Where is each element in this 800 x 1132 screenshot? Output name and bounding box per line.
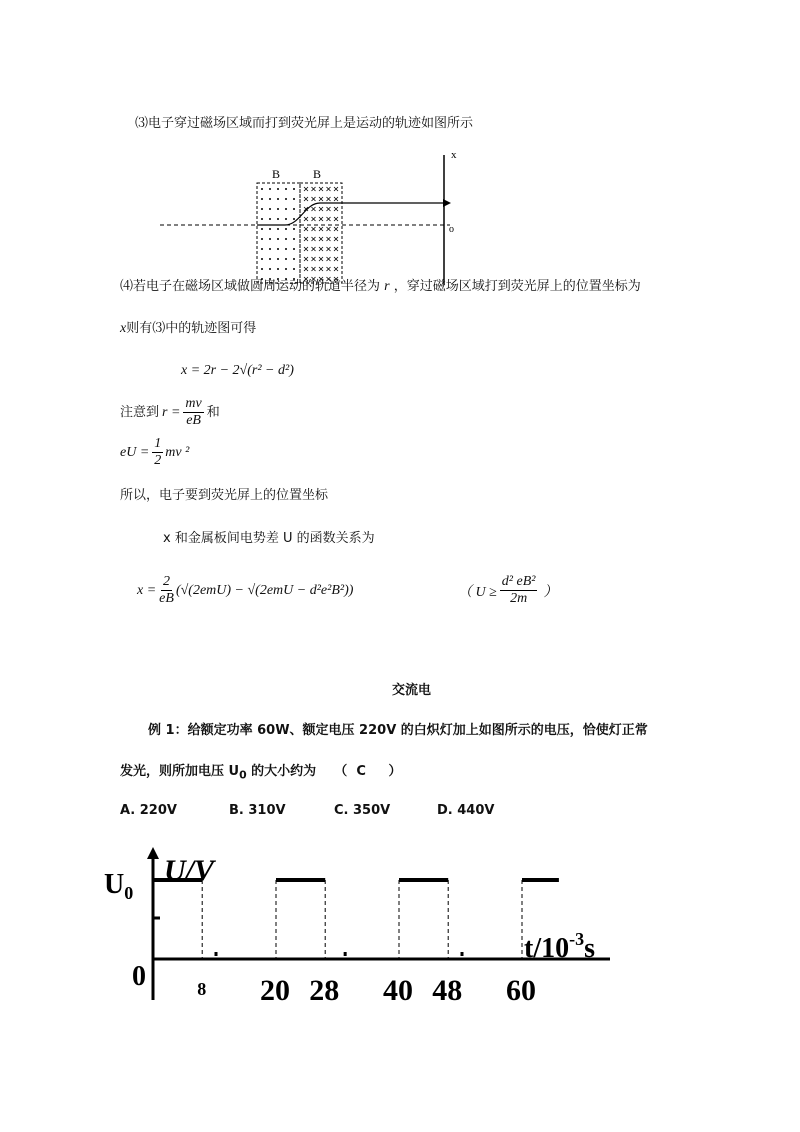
field-dot bbox=[285, 238, 287, 240]
field-cross bbox=[312, 187, 316, 191]
field-cross bbox=[319, 237, 323, 241]
field-cross bbox=[304, 217, 308, 221]
field-dot bbox=[285, 248, 287, 250]
field-dot bbox=[277, 228, 279, 230]
field-dot bbox=[285, 228, 287, 230]
field-cross bbox=[334, 237, 338, 241]
field-cross bbox=[327, 207, 331, 211]
field-cross bbox=[304, 197, 308, 201]
field-cross bbox=[304, 237, 308, 241]
y-axis-label: U/V bbox=[164, 854, 215, 887]
field-dot bbox=[293, 258, 295, 260]
field-cross bbox=[312, 197, 316, 201]
field-dot bbox=[269, 198, 271, 200]
equation-2: eU = $\frac{1}{2}$ mv ² bbox=[120, 436, 190, 468]
field-cross bbox=[312, 217, 316, 221]
field-dot bbox=[269, 228, 271, 230]
field-cross bbox=[327, 227, 331, 231]
magnetic-field-diagram bbox=[160, 145, 480, 295]
label-b2: B bbox=[313, 167, 322, 181]
field-cross bbox=[312, 207, 316, 211]
field-dot bbox=[277, 198, 279, 200]
field-dot bbox=[269, 218, 271, 220]
field-dot bbox=[285, 208, 287, 210]
x-tick-label: 48 bbox=[432, 974, 463, 1007]
field-dot bbox=[269, 268, 271, 270]
field-dot bbox=[293, 198, 295, 200]
field-dot bbox=[285, 258, 287, 260]
field-dot bbox=[277, 238, 279, 240]
x-tick-label: 60 bbox=[506, 974, 536, 1007]
field-cross bbox=[334, 187, 338, 191]
field-cross bbox=[327, 257, 331, 261]
field-crosses bbox=[304, 187, 338, 281]
field-cross bbox=[327, 217, 331, 221]
field-dot bbox=[293, 248, 295, 250]
field-dot bbox=[293, 268, 295, 270]
x-tick-label: 8 bbox=[197, 979, 207, 999]
field-cross bbox=[327, 267, 331, 271]
field-dot bbox=[269, 248, 271, 250]
field-cross bbox=[312, 247, 316, 251]
section3-text: ⑶电子穿过磁场区域而打到荧光屏上是运动的轨迹如图所示 bbox=[135, 116, 474, 131]
field-dot bbox=[277, 258, 279, 260]
field-dot bbox=[261, 238, 263, 240]
field-dot bbox=[269, 188, 271, 190]
field-dot bbox=[293, 218, 295, 220]
axis-dot bbox=[461, 952, 464, 956]
axis-dot bbox=[344, 952, 347, 956]
field-dot bbox=[277, 188, 279, 190]
field-cross bbox=[312, 237, 316, 241]
equation-3: x = $\frac{2}{eB}$ (√(2emU) − √(2emU − d²e²B²)) bbox=[137, 574, 354, 606]
example-line1: 例 1：给额定功率 60W、额定电压 220V 的白炽灯加上如图所示的电压，恰使灯正常 bbox=[148, 723, 648, 738]
field-dot bbox=[293, 208, 295, 210]
field-dot bbox=[285, 218, 287, 220]
field-dot bbox=[277, 208, 279, 210]
field-dot bbox=[261, 268, 263, 270]
field-dot bbox=[277, 268, 279, 270]
field-dot bbox=[261, 208, 263, 210]
field-cross bbox=[334, 227, 338, 231]
field-dot bbox=[261, 258, 263, 260]
ac-title: 交流电 bbox=[392, 683, 432, 698]
field-cross bbox=[334, 197, 338, 201]
field-cross bbox=[327, 187, 331, 191]
field-dot bbox=[293, 228, 295, 230]
section4-line2: x则有⑶中的轨迹图可得 bbox=[120, 321, 257, 336]
option-c: C. 350V bbox=[334, 803, 391, 818]
field-dot bbox=[261, 188, 263, 190]
equation-1: x = 2r − 2√(r² − d²) bbox=[181, 363, 294, 378]
field-region-dots bbox=[257, 183, 300, 283]
field-dot bbox=[285, 188, 287, 190]
field-cross bbox=[319, 207, 323, 211]
x-tick-label: 20 bbox=[260, 974, 290, 1007]
electron-trajectory bbox=[257, 203, 443, 225]
section4-line1: ⑷若电子在磁场区域做圆周运动的轨道半径为 r ，穿过磁场区域打到荧光屏上的位置坐标为 bbox=[120, 279, 641, 294]
field-dot bbox=[261, 218, 263, 220]
field-cross bbox=[319, 227, 323, 231]
option-b: B. 310V bbox=[229, 803, 286, 818]
field-cross bbox=[319, 267, 323, 271]
field-cross bbox=[319, 197, 323, 201]
pulse-group bbox=[153, 880, 559, 959]
option-d: D. 440V bbox=[437, 803, 495, 818]
y-arrow-icon bbox=[147, 847, 159, 859]
x-tick-label: 28 bbox=[309, 974, 340, 1007]
field-cross bbox=[312, 267, 316, 271]
field-cross bbox=[334, 207, 338, 211]
option-a: A. 220V bbox=[120, 803, 177, 818]
field-cross bbox=[334, 247, 338, 251]
field-dot bbox=[269, 208, 271, 210]
field-cross bbox=[327, 197, 331, 201]
field-cross bbox=[334, 267, 338, 271]
field-dot bbox=[277, 218, 279, 220]
relation-text: x 和金属板间电势差 U 的函数关系为 bbox=[163, 531, 375, 546]
field-cross bbox=[304, 267, 308, 271]
field-dot bbox=[285, 268, 287, 270]
example-line2: 发光，则所加电压 $U_0$ 的大小约为 （ C ） bbox=[120, 764, 402, 782]
field-cross bbox=[312, 227, 316, 231]
field-dot bbox=[269, 258, 271, 260]
voltage-waveform bbox=[100, 845, 620, 1015]
field-dots bbox=[261, 188, 295, 280]
field-cross bbox=[327, 247, 331, 251]
field-cross bbox=[304, 247, 308, 251]
u0-label: $U_0$ bbox=[104, 869, 134, 903]
field-cross bbox=[304, 257, 308, 261]
field-dot bbox=[277, 248, 279, 250]
condition: （ U ≥ $\frac{\text{d² eB²}}{2m}$ ） bbox=[458, 574, 558, 606]
label-b1: B bbox=[272, 167, 281, 181]
field-cross bbox=[334, 217, 338, 221]
field-dot bbox=[285, 198, 287, 200]
field-cross bbox=[334, 257, 338, 261]
x-axis-label: $t/10^{-3}s$ bbox=[524, 929, 596, 964]
field-dot bbox=[269, 238, 271, 240]
field-cross bbox=[319, 217, 323, 221]
field-cross bbox=[319, 187, 323, 191]
label-x: x bbox=[451, 149, 457, 161]
axis-dot bbox=[215, 952, 218, 956]
origin-label: 0 bbox=[132, 961, 146, 992]
field-dot bbox=[261, 228, 263, 230]
field-cross bbox=[304, 227, 308, 231]
field-dot bbox=[293, 188, 295, 190]
field-region-crosses bbox=[300, 183, 342, 283]
label-o: o bbox=[449, 224, 454, 235]
field-cross bbox=[319, 257, 323, 261]
note-line: 注意到 r = $\frac{mv}{eB}$ 和 bbox=[120, 396, 220, 428]
field-cross bbox=[304, 187, 308, 191]
field-dot bbox=[261, 198, 263, 200]
x-tick-label: 40 bbox=[383, 974, 413, 1007]
field-cross bbox=[312, 257, 316, 261]
field-cross bbox=[327, 237, 331, 241]
field-dot bbox=[293, 238, 295, 240]
conclusion-text: 所以，电子要到荧光屏上的位置坐标 bbox=[120, 488, 329, 503]
field-cross bbox=[319, 247, 323, 251]
field-dot bbox=[261, 248, 263, 250]
